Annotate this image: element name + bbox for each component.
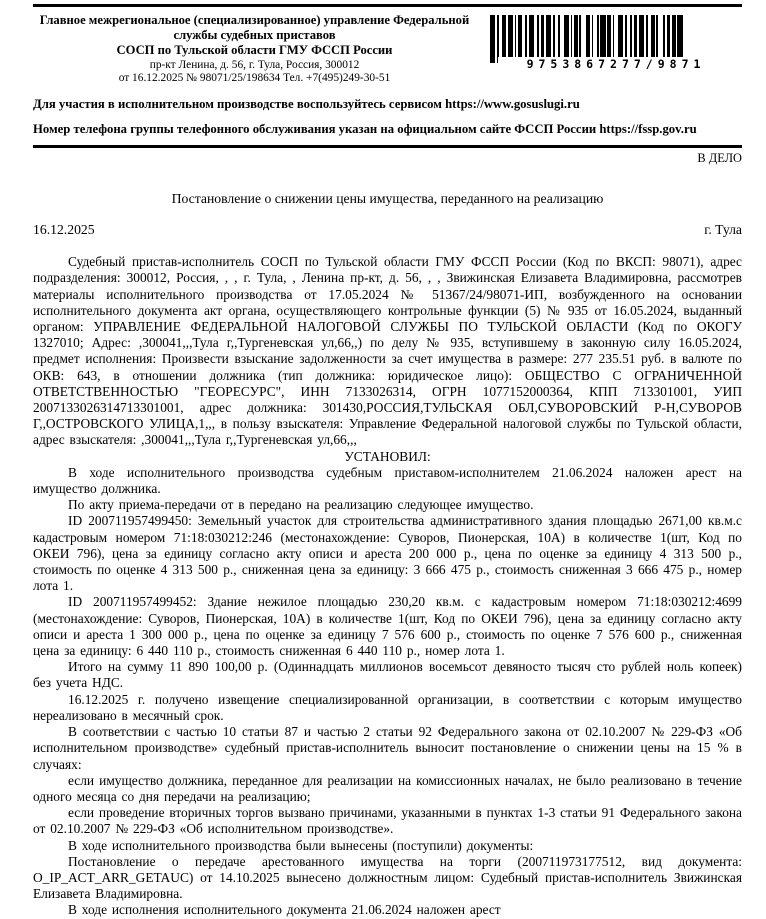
body-paragraph: если имущество должника, переданное для реализации на комиссионных началах, не было реализовано в течение одного месяца со дня передачи на реализацию; bbox=[33, 772, 742, 804]
body-paragraph: В ходе исполнительного производства были вынесены (поступили) документы: bbox=[68, 837, 534, 853]
body-paragraph: В соответствии с частью 10 статьи 87 и частью 2 статьи 92 Федерального закона от 02.10.2007 № 229-ФЗ «Об исполнительном производстве» судебный пристав-исполнитель выносит постановление о снижении цены на 15 % в случаях: bbox=[33, 724, 742, 772]
date-city-line bbox=[33, 222, 742, 238]
resolution-heading: УСТАНОВИЛ: bbox=[344, 448, 431, 464]
org-name-line: службы судебных приставов bbox=[173, 28, 336, 43]
barcode bbox=[490, 15, 742, 73]
letterhead-org-block bbox=[33, 13, 476, 86]
body-paragraph: если проведение вторичных торгов вызвано причинами, указанными в пунктах 1-3 статьи 91 Федерального закона от 02.10.2007 № 229-ФЗ «Об исполнительном производстве». bbox=[33, 805, 742, 837]
document-body bbox=[33, 254, 742, 918]
clipped-last-line: В ходе исполнения исполнительного документа 21.06.2024 наложен арест bbox=[68, 902, 501, 918]
barcode-bars-icon bbox=[490, 15, 742, 63]
org-name-line: СОСП по Тульской области ГМУ ФССП России bbox=[116, 43, 393, 58]
org-name-line: Главное межрегиональное (специализированное) управление Федеральной bbox=[39, 13, 470, 27]
letterhead bbox=[33, 13, 742, 86]
body-paragraph: По акту приема-передачи от в передано на реализацию следующее имущество. bbox=[68, 497, 534, 513]
document-ref-number: от 16.12.2025 № 98071/25/198634 Тел. +7(495)249-30-51 bbox=[118, 72, 391, 85]
document-city: г. Тула bbox=[704, 222, 742, 238]
body-paragraph: ID 200711957499452: Здание нежилое площадью 230,20 кв.м. с кадастровым номером 71:18:030212:4699 (местонахождение: Суворов, Пионерская, 10А) в количестве 1(шт, Код по ОКЕИ 796), цена за единицу согласно акту описи и ареста 1 300 000 р., цена по оценке за единицу 7 576 600 р., стоимость по оценке 7 576 600 р., сниженная цена за единицу: 6 440 110 р., стоимость сниженная 6 440 110 р., номер лота 1. bbox=[33, 594, 742, 659]
intro-paragraph: Судебный пристав-исполнитель СОСП по Тульской области ГМУ ФССП России (Код по ВКСП: 98071), адрес подразделения: 300012, Россия, , , г. Тула, , Ленина пр-кт, д. 56, , , Звижинская Елизавета Владимировна, рассмотрев материалы исполнительного производства от 17.05.2024 № 51367/24/98071-ИП, возбужденного на основании исполнительного документа акт органа, осуществляющего контрольные функции (5) № 935 от 16.05.2024, выданный органом: УПРАВЛЕНИЕ ФЕДЕРАЛЬНОЙ НАЛОГОВОЙ СЛУЖБЫ ПО ТУЛЬСКОЙ ОБЛАСТИ (Код по ОКОГУ 1327010; Адрес: ,300041,,,Тула г,,Тургеневская ул,66,,) по делу № 935, вступившему в законную силу 16.05.2024, предмет исполнения: Произвести взыскание задолженности за счет имущества в размере: 277 235.51 руб. в валюте по ОКВ: 643, в отношении должника (тип должника: юридическое лицо): ОБЩЕСТВО С ОГРАНИЧЕННОЙ ОТВЕТСТВЕННОСТЬЮ "ГЕОРЕСУРС", ИНН 7133026314, ОГРН 1077152000364, КПП 713301001, УИП 2007133026314713301001, адрес должника: 301430,РОССИЯ,ТУЛЬСКАЯ ОБЛ,СУВОРОВСКИЙ Р-Н,СУВОРОВ Г,,ОСТРОВСКОГО УЛИЦА,1,,, в пользу взыскателя: Управление Федеральной налоговой службы по Тульской области, адрес взыскателя: ,300041,,,Тула г,,Тургеневская ул,66,,, bbox=[33, 254, 742, 448]
case-mark: В ДЕЛО bbox=[697, 151, 742, 166]
org-address: пр-кт Ленина, д. 56, г. Тула, Россия, 300012 bbox=[149, 58, 360, 71]
gosuslugi-notice: Для участия в исполнительном производстве воспользуйтесь сервисом https://www.gosuslugi.ru bbox=[33, 97, 580, 112]
top-rule bbox=[33, 4, 742, 7]
barcode-digits: 9753867277/9871 bbox=[498, 57, 734, 71]
letterhead-barcode-block bbox=[476, 13, 742, 86]
body-paragraph: В ходе исполнительного производства судебным приставом-исполнителем 21.06.2024 наложен арест на имущество должника. bbox=[33, 464, 742, 497]
document-title: Постановление о снижении цены имущества, переданного на реализацию bbox=[171, 191, 604, 207]
body-paragraph: Постановление о передаче арестованного имущества на торги (200711973177512, вид документа: O_IP_ACT_ARR_GETAUC) от 14.10.2025 вынесено должностным лицом: Судебный пристав-исполнитель Звижинская Елизавета Владимировна. bbox=[33, 853, 742, 902]
bottom-rule bbox=[33, 145, 742, 148]
body-paragraph: Итого на сумму 11 890 100,00 р. (Одиннадцать миллионов восемьсот девяносто тысяч сто рублей ноль копеек) без учета НДС. bbox=[33, 659, 742, 691]
body-paragraph: 16.12.2025 г. получено извещение специализированной организации, в соответствии с которым имущество нереализовано в месячный срок. bbox=[33, 691, 742, 723]
phone-service-notice: Номер телефона группы телефонного обслуживания указан на официальном сайте ФССП России https://fssp.gov.ru bbox=[33, 122, 697, 137]
body-paragraph: ID 200711957499450: Земельный участок для строительства административного здания площадью 2671,00 кв.м.с кадастровым номером 71:18:030212:246 (местонахождение: Суворов, Пионерская, 10А) в количестве 1(шт, Код по ОКЕИ 796), цена за единицу согласно акту описи и ареста 200 000 р., цена по оценке за единицу 4 313 500 р., стоимость по оценке 4 313 500 р., сниженная цена за единицу: 3 666 475 р., стоимость сниженная 3 666 475 р., номер лота 1. bbox=[33, 513, 742, 594]
document-date: 16.12.2025 bbox=[33, 222, 95, 238]
